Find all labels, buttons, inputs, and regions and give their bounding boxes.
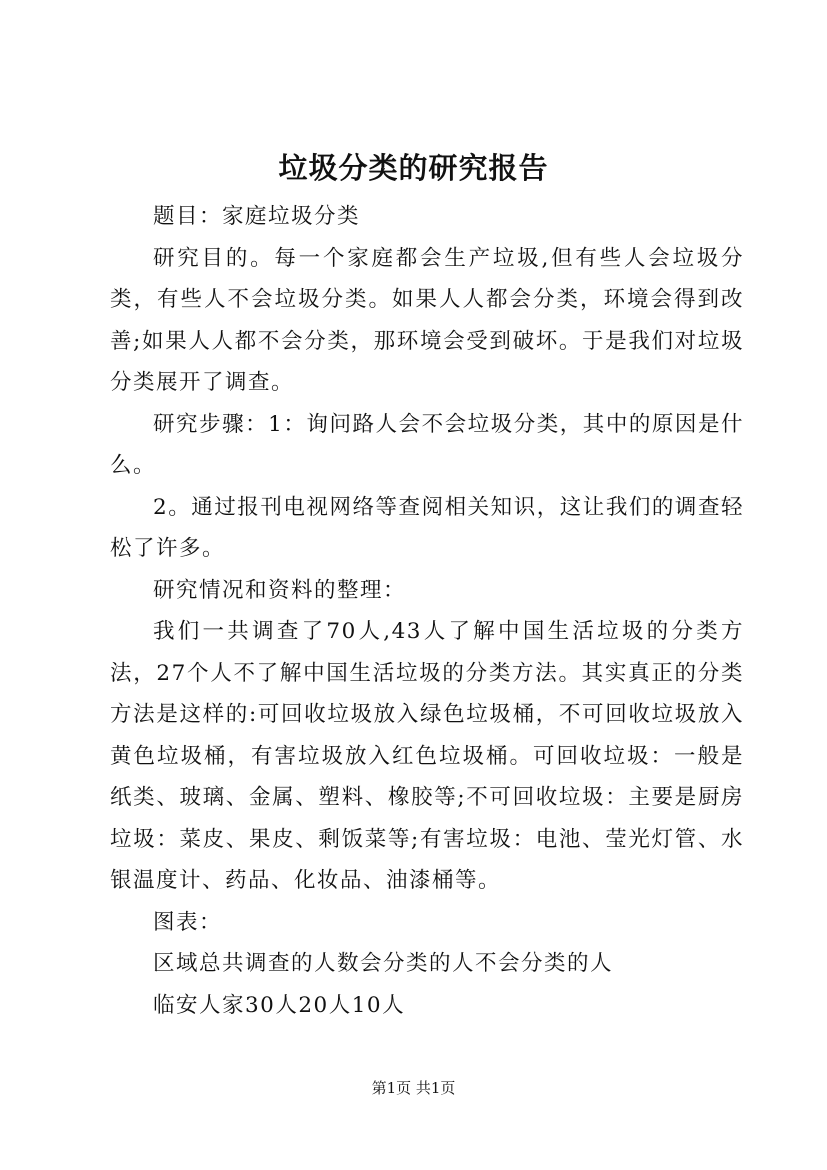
paragraph-table-header: 区域总共调查的人数会分类的人不会分类的人 [153,951,614,976]
paragraph-findings: 我们一共调查了70人,43人了解中国生活垃圾的分类方法，27个人不了解中国生活垃圾的分类方法。其实真正的分类方法是这样的:可回收垃圾放入绿色垃圾桶，不可回收垃圾放入黄色垃圾桶，有害垃圾放入红色垃圾桶。可回收垃圾：一般是纸类、玻璃、金属、塑料、橡胶等;不可回收垃圾：主要是厨房垃圾：菜皮、果皮、剩饭菜等;有害垃圾：电池、莹光灯管、水银温度计、药品、化妆品、油漆桶等。 [110,619,744,893]
paragraph-table-row: 临安人家30人20人10人 [153,992,406,1018]
paragraph-chart-heading: 图表： [153,909,223,935]
paragraph-topic: 题目：家庭垃圾分类 [153,204,361,229]
page-footer: 第1页 共1页 [371,1079,456,1097]
paragraph-step-2: 2。通过报刊电视网络等查阅相关知识，这让我们的调查轻松了许多。 [110,494,744,561]
paragraph-data-heading: 研究情况和资料的整理： [153,577,407,603]
document-title: 垃圾分类的研究报告 [278,151,549,185]
paragraph-purpose: 研究目的。每一个家庭都会生产垃圾,但有些人会垃圾分类，有些人不会垃圾分类。如果人人都会分类，环境会得到改善;如果人人都不会分类，那环境会受到破坏。于是我们对垃圾分类展开了调查。 [110,245,744,395]
document-body [110,196,744,1026]
paragraph-step-1: 研究步骤：1：询问路人会不会垃圾分类，其中的原因是什么。 [110,411,744,478]
